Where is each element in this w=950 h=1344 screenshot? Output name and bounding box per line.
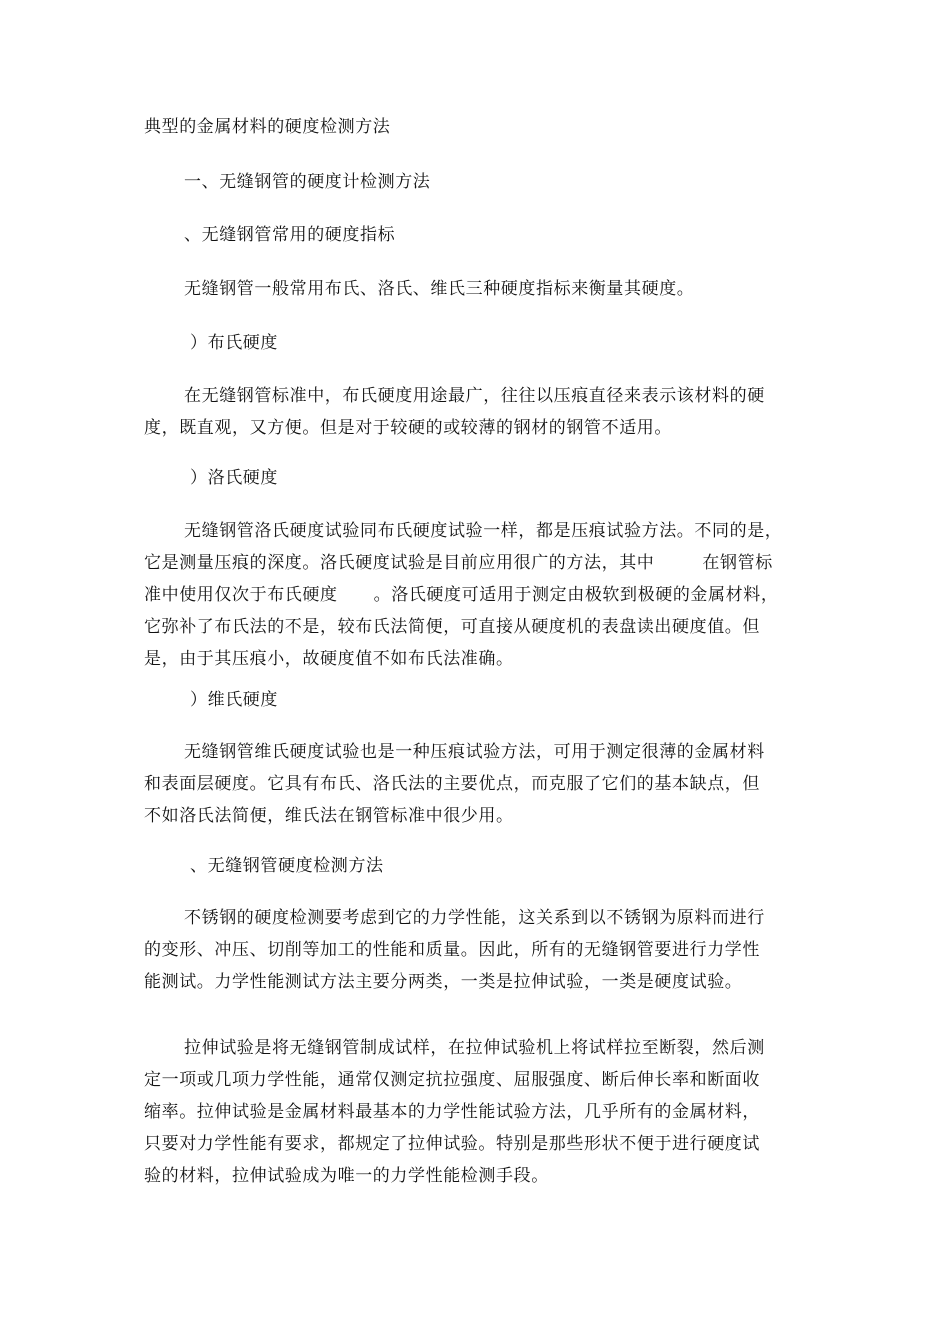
- paragraph-line: 在无缝钢管标准中，布氏硬度用途最广，往往以压痕直径来表示该材料的硬: [184, 386, 765, 406]
- document-title: 典型的金属材料的硬度检测方法: [144, 117, 391, 137]
- paragraph-line: 和表面层硬度。它具有布氏、洛氏法的主要优点，而克服了它们的基本缺点，但: [144, 774, 760, 794]
- paragraph-line: 它弥补了布氏法的不是，较布氏法简便，可直接从硬度机的表盘读出硬度值。但: [144, 617, 760, 637]
- section-heading-hardness-methods: 一、无缝钢管的硬度计检测方法: [184, 172, 431, 192]
- paragraph-line: 是，由于其压痕小，故硬度值不如布氏法准确。: [144, 649, 514, 669]
- subsection-heading-hardness-indices: 、无缝钢管常用的硬度指标: [184, 225, 396, 245]
- rockwell-paragraph: [144, 515, 806, 675]
- paragraph-line: 度，既直观，又方便。但是对于较硬的或较薄的钢材的钢管不适用。: [144, 418, 672, 438]
- paragraph-line: 缩率。拉伸试验是金属材料最基本的力学性能试验方法，几乎所有的金属材料，: [144, 1102, 760, 1122]
- paragraph-line: 能测试。力学性能测试方法主要分两类，一类是拉伸试验，一类是硬度试验。: [144, 972, 743, 992]
- tensile-paragraph: [144, 1032, 806, 1192]
- paragraph-line: 准中使用仅次于布氏硬度 。洛氏硬度可适用于测定由极软到极硬的金属材料，: [144, 585, 779, 605]
- paragraph-line: 的变形、冲压、切削等加工的性能和质量。因此，所有的无缝钢管要进行力学性: [144, 940, 760, 960]
- rockwell-heading: ）洛氏硬度: [190, 468, 278, 488]
- paragraph-line: 定一项或几项力学性能，通常仅测定抗拉强度、屈服强度、断后伸长率和断面收: [144, 1070, 760, 1090]
- paragraph-line: 无缝钢管洛氏硬度试验同布氏硬度试验一样，都是压痕试验方法。不同的是，: [184, 521, 783, 541]
- stainless-paragraph: [144, 902, 806, 998]
- subsection-heading-detection-methods: 、无缝钢管硬度检测方法: [190, 856, 384, 876]
- paragraph-line: 只要对力学性能有要求，都规定了拉伸试验。特别是那些形状不便于进行硬度试: [144, 1134, 760, 1154]
- brinell-heading: ）布氏硬度: [190, 333, 278, 353]
- paragraph-line: 不锈钢的硬度检测要考虑到它的力学性能，这关系到以不锈钢为原料而进行: [184, 908, 765, 928]
- vickers-heading: ）维氏硬度: [190, 690, 278, 710]
- intro-paragraph: 无缝钢管一般常用布氏、洛氏、维氏三种硬度指标来衡量其硬度。: [184, 279, 695, 299]
- paragraph-line: 验的材料，拉伸试验成为唯一的力学性能检测手段。: [144, 1166, 549, 1186]
- paragraph-line: 它是测量压痕的深度。洛氏硬度试验是目前应用很广的方法，其中 在钢管标: [144, 553, 773, 573]
- vickers-paragraph: [144, 736, 806, 832]
- paragraph-line: 拉伸试验是将无缝钢管制成试样，在拉伸试验机上将试样拉至断裂，然后测: [184, 1038, 765, 1058]
- paragraph-line: 无缝钢管维氏硬度试验也是一种压痕试验方法，可用于测定很薄的金属材料: [184, 742, 765, 762]
- paragraph-line: 不如洛氏法简便，维氏法在钢管标准中很少用。: [144, 806, 514, 826]
- brinell-paragraph: [144, 380, 806, 444]
